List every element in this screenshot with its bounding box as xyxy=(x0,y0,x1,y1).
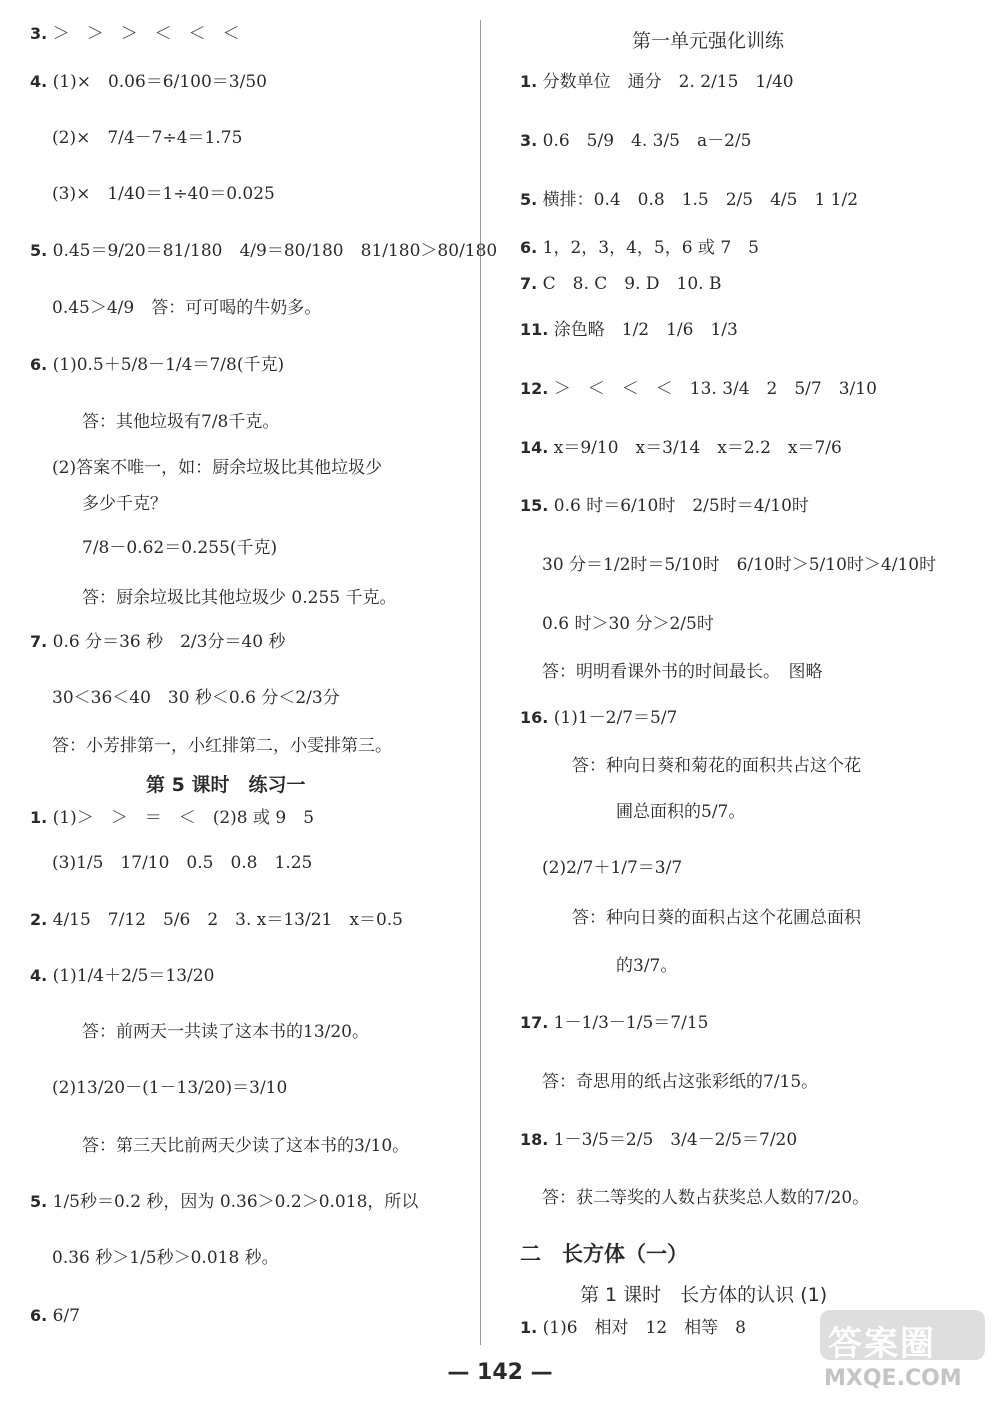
answer-line xyxy=(52,460,382,477)
answer-line xyxy=(542,616,714,633)
answer-line xyxy=(30,634,286,651)
question-number: 1. xyxy=(520,1318,538,1337)
answer-text: 答：其他垃圾有7/8千克。 xyxy=(82,412,280,432)
question-number: 17. xyxy=(520,1013,549,1032)
question-number: 7. xyxy=(520,274,538,293)
question-number: 2. xyxy=(30,910,48,929)
answer-line xyxy=(572,758,861,775)
answer-text: (1)× 0.06＝6/100＝3/50 xyxy=(52,72,267,92)
answer-text: 分数单位 通分 2. 2/15 1/40 xyxy=(542,72,794,92)
answer-text: 答：前两天一共读了这本书的13/20。 xyxy=(82,1022,369,1042)
question-number: 5. xyxy=(30,1192,48,1211)
answer-text: 0.6 5/9 4. 3/5 a－2/5 xyxy=(542,131,752,151)
answer-line xyxy=(520,381,877,398)
answer-line xyxy=(542,860,682,877)
answer-line xyxy=(30,968,214,985)
question-number: 4. xyxy=(30,72,48,91)
answer-text: 0.45＝9/20＝81/180 4/9＝80/180 81/180＞80/180 xyxy=(52,241,498,261)
answer-text: 圃总面积的5/7。 xyxy=(616,802,746,822)
question-number: 5. xyxy=(30,241,48,260)
answer-text: 1－3/5＝2/5 3/4－2/5＝7/20 xyxy=(553,1130,798,1150)
answer-line xyxy=(30,74,267,91)
answer-line xyxy=(52,1080,287,1097)
answer-line xyxy=(30,26,240,43)
answer-line xyxy=(30,1194,418,1211)
answer-text: 30＜36＜40 30 秒＜0.6 分＜2/3分 xyxy=(52,688,340,708)
answer-text: 答：获二等奖的人数占获奖总人数的7/20。 xyxy=(542,1188,870,1208)
heading-chapter2: 二 长方体（一） xyxy=(520,1242,688,1266)
question-number: 1. xyxy=(30,808,48,827)
answer-line xyxy=(82,590,396,607)
heading-lesson1: 第 1 课时 长方体的认识 (1) xyxy=(580,1284,828,1306)
answer-text: 的3/7。 xyxy=(616,956,678,976)
answer-line xyxy=(520,1015,708,1032)
answer-text: 0.6 时＝6/10时 2/5时＝4/10时 xyxy=(553,496,809,516)
answer-line xyxy=(30,912,403,929)
answer-line xyxy=(52,300,321,317)
answer-line xyxy=(616,958,677,975)
answer-text: 答：第三天比前两天少读了这本书的3/10。 xyxy=(82,1136,410,1156)
answer-line xyxy=(520,74,794,91)
answer-text: (1)＞ ＞ ＝ ＜ (2)8 或 9 5 xyxy=(52,808,315,828)
answer-text: 0.45＞4/9 答：可可喝的牛奶多。 xyxy=(52,298,322,318)
answer-line xyxy=(52,855,312,872)
answer-line xyxy=(82,540,277,557)
question-number: 6. xyxy=(520,238,538,257)
question-number: 18. xyxy=(520,1130,549,1149)
answer-line xyxy=(82,1138,409,1155)
answer-line xyxy=(30,243,497,260)
answer-text: (2)2/7＋1/7＝3/7 xyxy=(542,858,683,878)
answer-text: 横排：0.4 0.8 1.5 2/5 4/5 1 1/2 xyxy=(542,190,859,210)
answer-text: 答：奇思用的纸占这张彩纸的7/15。 xyxy=(542,1072,819,1092)
answer-text: (3)1/5 17/10 0.5 0.8 1.25 xyxy=(52,853,313,873)
heading-lesson5: 第 5 课时 练习一 xyxy=(146,774,306,796)
answer-line xyxy=(520,498,809,515)
answer-text: 答：明明看课外书的时间最长。 图略 xyxy=(542,662,823,682)
question-number: 3. xyxy=(30,24,48,43)
answer-text: (3)× 1/40＝1÷40＝0.025 xyxy=(52,184,275,204)
answer-line xyxy=(542,1190,869,1207)
watermark-bottom-text: MXQE.COM xyxy=(824,1366,962,1391)
watermark-logo xyxy=(820,1310,990,1395)
answer-line xyxy=(542,664,823,681)
answer-line xyxy=(52,186,275,203)
answer-line xyxy=(520,1132,797,1149)
question-number: 14. xyxy=(520,438,549,457)
question-number: 7. xyxy=(30,632,48,651)
question-number: 6. xyxy=(30,355,48,374)
answer-text: 4/15 7/12 5/6 2 3. x＝13/21 x＝0.5 xyxy=(52,910,403,930)
answer-line xyxy=(616,804,745,821)
answer-line xyxy=(82,1024,369,1041)
answer-text: C 8. C 9. D 10. B xyxy=(542,274,722,294)
answer-line xyxy=(52,130,242,147)
answer-text: (2)13/20－(1－13/20)＝3/10 xyxy=(52,1078,288,1098)
heading-unit-review: 第一单元强化训练 xyxy=(632,30,785,52)
answer-text: 答：种向日葵的面积占这个花圃总面积 xyxy=(572,908,861,928)
answer-text: (1)1/4＋2/5＝13/20 xyxy=(52,966,215,986)
answer-line xyxy=(520,322,738,339)
answer-line xyxy=(82,414,279,431)
answer-line xyxy=(52,1250,279,1267)
watermark-top-text: 答案圈 xyxy=(828,1324,936,1364)
answer-text: 0.36 秒＞1/5秒＞0.018 秒。 xyxy=(52,1248,279,1268)
answer-text: 答：种向日葵和菊花的面积共占这个花 xyxy=(572,756,861,776)
answer-text: 答：厨余垃圾比其他垃圾少 0.255 千克。 xyxy=(82,588,397,608)
question-number: 5. xyxy=(520,190,538,209)
answer-text: 0.6 时＞30 分＞2/5时 xyxy=(542,614,714,634)
answer-text: 1，2，3，4，5，6 或 7 5 xyxy=(542,238,759,258)
answer-line xyxy=(82,496,167,513)
answer-line xyxy=(52,738,392,755)
question-number: 15. xyxy=(520,496,549,515)
answer-text: ＞ ＞ ＞ ＜ ＜ ＜ xyxy=(52,24,240,44)
answer-line xyxy=(520,133,752,150)
answer-text: 答：小芳排第一，小红排第二，小雯排第三。 xyxy=(52,736,392,756)
answer-text: 7/8－0.62＝0.255(千克) xyxy=(82,538,278,558)
column-divider xyxy=(480,20,481,1345)
answer-line xyxy=(30,810,314,827)
answer-text: (1)0.5＋5/8－1/4＝7/8(千克) xyxy=(52,355,285,375)
answer-line xyxy=(30,1308,80,1325)
page-number: — 142 — xyxy=(447,1360,553,1385)
answer-text: 30 分＝1/2时＝5/10时 6/10时＞5/10时＞4/10时 xyxy=(542,555,937,575)
answer-text: 6/7 xyxy=(52,1306,80,1326)
answer-line xyxy=(520,192,858,209)
answer-text: x＝9/10 x＝3/14 x＝2.2 x＝7/6 xyxy=(553,438,842,458)
question-number: 12. xyxy=(520,379,549,398)
answer-line xyxy=(520,1320,746,1337)
question-number: 1. xyxy=(520,72,538,91)
answer-text: 涂色略 1/2 1/6 1/3 xyxy=(553,320,738,340)
question-number: 4. xyxy=(30,966,48,985)
answer-text: 1－1/3－1/5＝7/15 xyxy=(553,1013,709,1033)
answer-line xyxy=(520,710,677,727)
answer-text: ＞ ＜ ＜ ＜ 13. 3/4 2 5/7 3/10 xyxy=(553,379,877,399)
answer-line xyxy=(542,1074,818,1091)
answer-text: (1)6 相对 12 相等 8 xyxy=(542,1318,746,1338)
answer-text: 1/5秒＝0.2 秒，因为 0.36＞0.2＞0.018，所以 xyxy=(52,1192,419,1212)
answer-text: 0.6 分＝36 秒 2/3分＝40 秒 xyxy=(52,632,286,652)
answer-line xyxy=(30,357,284,374)
answer-line xyxy=(520,440,842,457)
answer-line xyxy=(520,276,721,293)
answer-text: 多少千克？ xyxy=(82,494,167,514)
question-number: 3. xyxy=(520,131,538,150)
question-number: 16. xyxy=(520,708,549,727)
answer-text: (2)× 7/4－7÷4＝1.75 xyxy=(52,128,243,148)
answer-line xyxy=(572,910,861,927)
answer-line xyxy=(542,557,936,574)
question-number: 11. xyxy=(520,320,549,339)
answer-line xyxy=(52,690,340,707)
answer-line xyxy=(520,240,759,257)
answer-text: (1)1－2/7＝5/7 xyxy=(553,708,678,728)
answer-text: (2)答案不唯一，如：厨余垃圾比其他垃圾少 xyxy=(52,458,383,478)
question-number: 6. xyxy=(30,1306,48,1325)
